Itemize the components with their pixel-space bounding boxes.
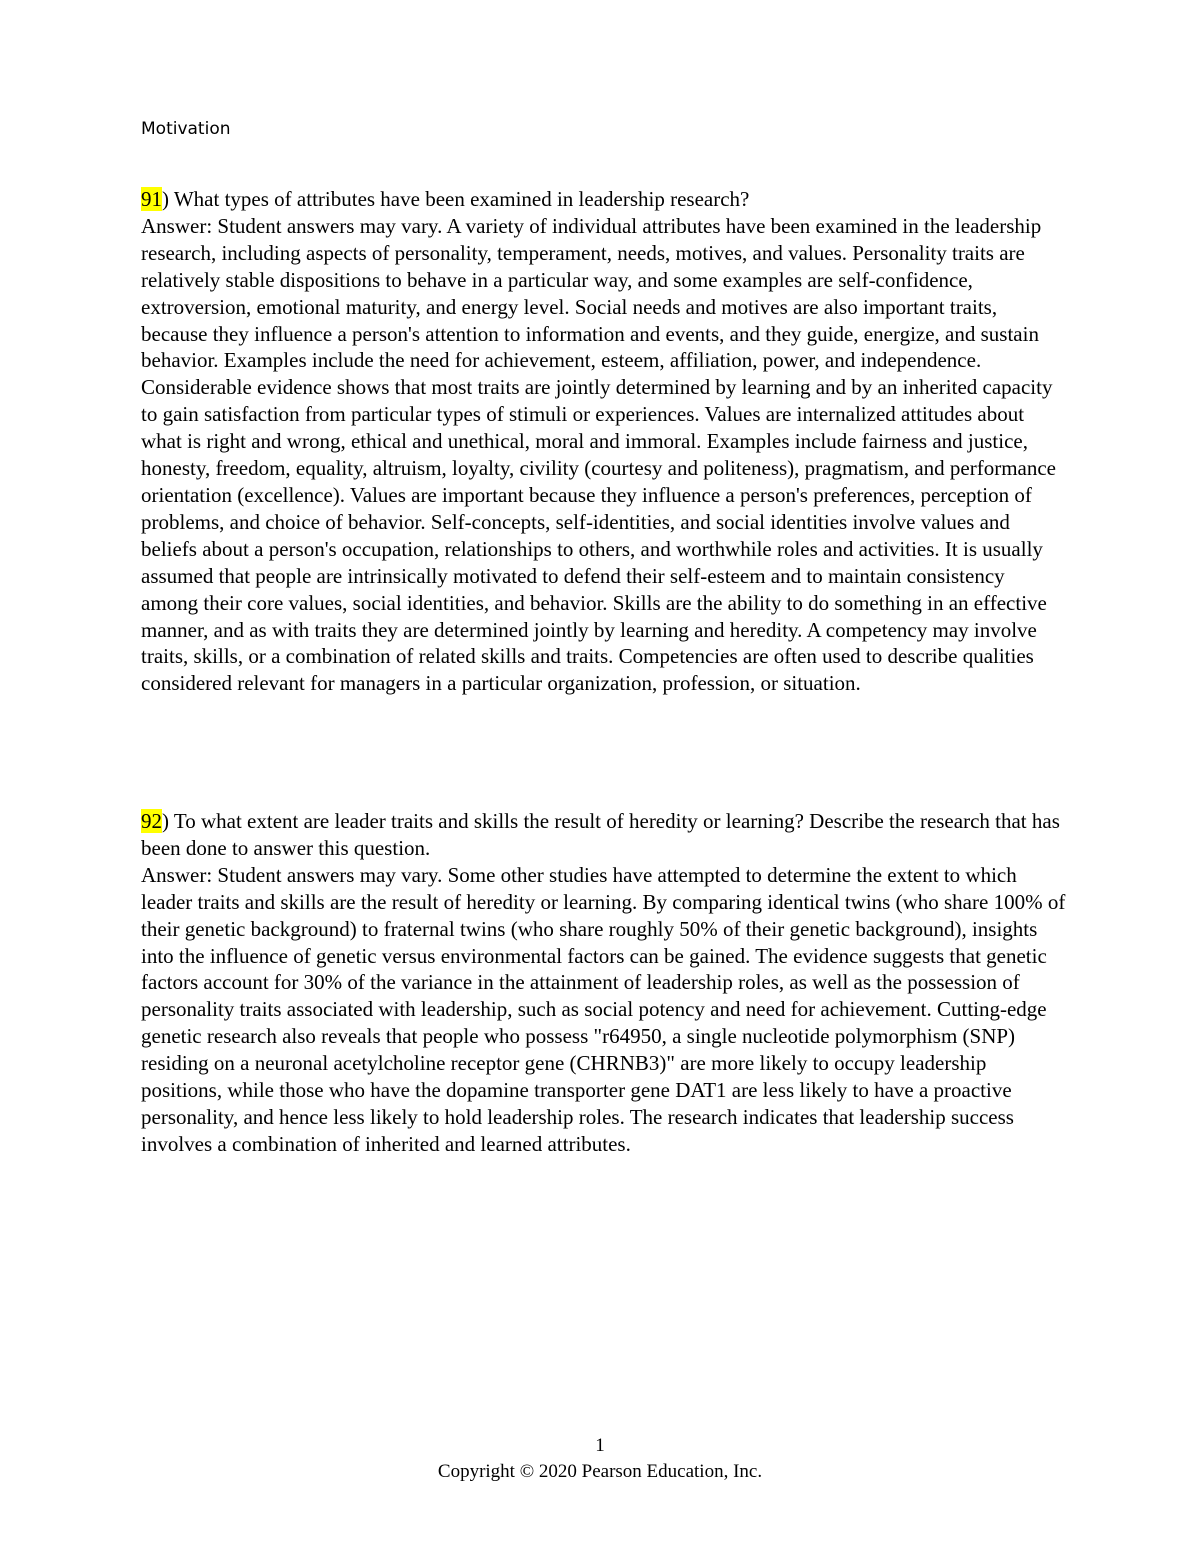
question-block-91 — [141, 186, 1066, 697]
question-block-92 — [141, 808, 1066, 1158]
answer-text: Answer: Student answers may vary. Some other studies have attempted to determine the extent to which leader traits and skills are the result of heredity or learning. By comparing identical twins (who share 100% of their genetic background) to fraternal twins (who share roughly 50% of their genetic background), insights into the influence of genetic versus environmental factors can be gained. The evidence suggests that genetic factors account for 30% of the variance in the attainment of leadership roles, as well as the possession of personality traits associated with leadership, such as social potency and need for achievement. Cutting-edge genetic research also reveals that people who possess "r64950, a single nucleotide polymorphism (SNP) residing on a neuronal acetylcholine receptor gene (CHRNB3)" are more likely to occupy leadership positions, while those who have the dopamine transporter gene DAT1 are less likely to have a proactive personality, and hence less likely to hold leadership roles. The research indicates that leadership success involves a combination of inherited and learned attributes. — [141, 862, 1066, 1156]
page-number: 1 — [595, 1435, 605, 1456]
answer-text: Answer: Student answers may vary. A variety of individual attributes have been examined in the leadership research, including aspects of personality, temperament, needs, motives, and values. Personality traits are relatively stable dispositions to behave in a particular way, and some examples are self-confidence, extroversion, emotional maturity, and energy level. Social needs and motives are also important traits, because they influence a person's attention to information and events, and they guide, energize, and sustain behavior. Examples include the need for achievement, esteem, affiliation, power, and independence. Considerable evidence shows that most traits are jointly determined by learning and by an inherited capacity to gain satisfaction from particular types of stimuli or experiences. Values are internalized attitudes about what is right and wrong, ethical and unethical, moral and immoral. Examples include fairness and justice, honesty, freedom, equality, altruism, loyalty, civility (courtesy and politeness), pragmatism, and performance orientation (excellence). Values are important because they influence a person's preferences, perception of problems, and choice of behavior. Self-concepts, self-identities, and social identities involve values and beliefs about a person's occupation, relationships to others, and worthwhile roles and activities. It is usually assumed that people are intrinsically motivated to defend their self-esteem and to maintain consistency among their core values, social identities, and behavior. Skills are the ability to do something in an effective manner, and as with traits they are determined jointly by learning and heredity. A competency may involve traits, skills, or a combination of related skills and traits. Competencies are often used to describe qualities considered relevant for managers in a particular organization, profession, or situation. — [141, 213, 1056, 696]
question-number-highlight: 91 — [141, 187, 162, 211]
section-heading: Motivation — [141, 119, 231, 139]
question-number-highlight: 92 — [141, 809, 162, 833]
question-prompt: ) To what extent are leader traits and skills the result of heredity or learning? Describe the research that has been done to answer this question. — [141, 809, 1060, 860]
question-prompt: ) What types of attributes have been examined in leadership research? — [162, 187, 750, 211]
copyright-notice: Copyright © 2020 Pearson Education, Inc. — [437, 1461, 763, 1482]
question-text — [141, 808, 1066, 862]
question-text — [141, 186, 1066, 213]
